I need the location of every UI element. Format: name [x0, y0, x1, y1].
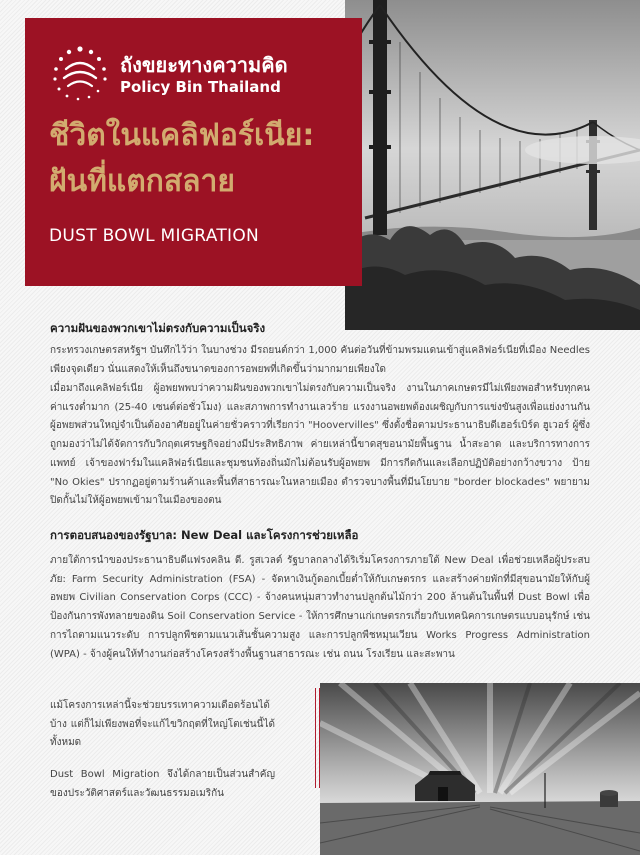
- page-subtitle: DUST BOWL MIGRATION: [49, 226, 260, 246]
- golden-gate-bridge-photo: [345, 0, 640, 330]
- page-title: [49, 113, 349, 205]
- section-1-paragraph-1: กระทรวงเกษตรสหรัฐฯ บันทึกไว้ว่า ในบางช่วง มีรถยนต์กว่า 1,000 คันต่อวันที่ข้ามพรมแดนเข้าสู่แคลิฟอร์เนียที่เมือง Needles เพียงจุดเดียว นั่นแสดงให้เห็นถึงขนาดของการอพยพที่เกิดขึ้นว่ามากมายเพียงใด: [50, 345, 590, 375]
- section-1-paragraph-2: เมื่อมาถึงแคลิฟอร์เนีย ผู้อพยพพบว่าความฝันของพวกเขาไม่ตรงกับความเป็นจริง งานในภาคเกษตรมีไม่เพียงพอสำหรับทุกคน ค่าแรงต่ำมาก (25-40 เซนต์ต่อชั่วโมง) และสภาพการทำงานเลวร้าย แรงงานอพยพต้องเผชิญกับการแข่งขันสูงเพื่อแย่งงานกัน ผู้อพยพส่วนใหญ่จำเป็นต้องอาศัยอยู่ในค่ายชั่วคราวที่เรียกว่า "Hoovervilles" ซึ่งตั้งชื่อตามประธานาธิบดีเฮอร์เบิร์ต ฮูเวอร์ ผู้ซึ่งถูกมองว่าไม่ได้จัดการกับวิกฤตเศรษฐกิจอย่างมีประสิทธิภาพ ค่ายเหล่านี้ขาดสุขอนามัยพื้นฐาน น้ำสะอาด และบริการทางการแพทย์ เจ้าของฟาร์มในแคลิฟอร์เนียและชุมชนท้องถิ่นมักไม่ต้อนรับผู้อพยพ มีการกีดกันและเลือกปฏิบัติอย่างกว้างขวาง ป้าย "No Okies" ปรากฏอยู่ตามร้านค้าและพื้นที่สาธารณะในหลายเมือง ตำรวจบางพื้นที่มีนโยบาย "border blockades" พยายามปิดกั้นไม่ให้ผู้อพยพเข้ามาในเมืองของตน: [50, 383, 590, 507]
- brand-name-english: Policy Bin Thailand: [120, 78, 281, 96]
- title-panel: [25, 18, 362, 286]
- farmhouse-field-photo: [320, 683, 640, 855]
- section-2-heading: การตอบสนองของรัฐบาล: New Deal และโครงการช่วยเหลือ: [50, 528, 359, 542]
- section-2-paragraph-1: ภายใต้การนำของประธานาธิบดีแฟรงคลิน ดี. รูสเวลต์ รัฐบาลกลางได้ริเริ่มโครงการภายใต้ New Deal เพื่อช่วยเหลือผู้ประสบภัย: Farm Security Administration (FSA) - จัดหาเงินกู้ดอกเบี้ยต่ำให้กับเกษตรกร และสร้างค่ายพักที่มีสุขอนามัยให้กับผู้อพยพ Civilian Conservation Corps (CCC) - จ้างคนหนุ่มสาวทำงานปลูกต้นไม้กว่า 200 ล้านต้นในพื้นที่ Dust Bowl เพื่อป้องกันการพังทลายของดิน Soil Conservation Service - ให้การศึกษาแก่เกษตรกรเกี่ยวกับเทคนิคการเกษตรแบบอนุรักษ์ เช่น การไถตามแนวระดับ การปลูกพืชตามแนวเส้นชั้นความสูง และการปลูกพืชหมุนเวียน Works Progress Administration (WPA) - จ้างผู้คนให้ทำงานก่อสร้างโครงสร้างพื้นฐานสาธารณะ เช่น ถนน โรงเรียน และสะพาน: [50, 555, 590, 660]
- closing-paragraph-1: แม้โครงการเหล่านี้จะช่วยบรรเทาความเดือดร้อนได้บ้าง แต่ก็ไม่เพียงพอที่จะแก้ไขวิกฤตที่ใหญ่โตเช่นนี้ได้ทั้งหมด: [50, 700, 275, 749]
- brand-name-thai: ถังขยะทางความคิด: [120, 53, 288, 77]
- section-1-heading: ความฝันของพวกเขาไม่ตรงกับความเป็นจริง: [50, 321, 266, 335]
- page-title-line-2: ฝันที่แตกสลาย: [49, 164, 235, 199]
- page-title-line-1: ชีวิตในแคลิฟอร์เนีย:: [49, 118, 315, 153]
- closing-paragraph-2: Dust Bowl Migration จึงได้กลายเป็นส่วนสำคัญของประวัติศาสตร์และวัฒนธรรมอเมริกัน: [50, 769, 275, 799]
- policy-bin-logo-icon: [51, 45, 109, 103]
